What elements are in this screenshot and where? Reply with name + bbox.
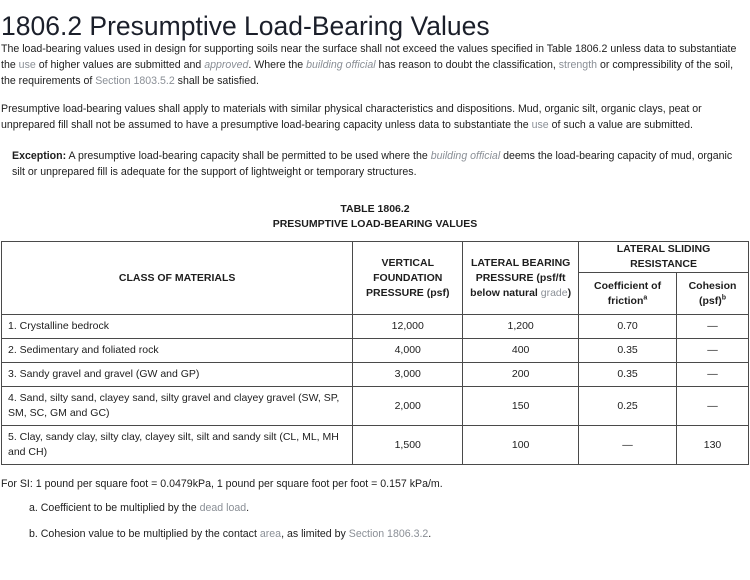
link-section-1806-3-2[interactable]: Section 1806.3.2 [348,528,429,540]
link-building-official[interactable]: building official [430,150,501,162]
cell-cohesion: — [677,387,749,426]
link-building-official[interactable]: building official [306,59,376,71]
header-vertical-pressure: VERTICAL FOUNDATION PRESSURE (psf) [353,242,463,315]
header-coefficient-friction: Coefficient of friction$^a$ [579,273,677,315]
cell-lateral: 100 [463,426,579,465]
cell-lateral: 200 [463,363,579,387]
table-row [2,339,749,363]
cell-friction: 0.70 [579,315,677,339]
link-use[interactable]: use [531,119,549,131]
paragraph-load-bearing-values: The load-bearing values used in design for supporting soils near the surface shall not exceed the values specified in Table 1806.2 unless data to substantiate the use of higher values are submitted and approved. Where the building official has reason to doubt the classification, strength or compressibility of the soil, the requirements of Section 1803.5.2 shall be satisfied. [1,43,737,87]
link-strength[interactable]: strength [558,59,598,71]
table-number: TABLE 1806.2 [340,203,410,215]
cell-vertical: 4,000 [353,339,463,363]
table-title: PRESUMPTIVE LOAD-BEARING VALUES [272,218,478,230]
cell-friction: — [579,426,677,465]
cell-vertical: 12,000 [353,315,463,339]
cell-cohesion: — [677,363,749,387]
cell-vertical: 1,500 [353,426,463,465]
cell-vertical: 3,000 [353,363,463,387]
link-dead-load[interactable]: dead load [199,502,247,514]
footnote-a: a. Coefficient to be multiplied by the dead load. [29,502,250,514]
cell-class: 2. Sedimentary and foliated rock [2,339,353,363]
link-approved[interactable]: approved [204,59,249,71]
link-use[interactable]: use [18,59,36,71]
header-lateral-sliding: LATERAL SLIDING RESISTANCE [579,242,749,273]
header-class-of-materials: CLASS OF MATERIALS [2,242,353,315]
cell-class: 3. Sandy gravel and gravel (GW and GP) [2,363,353,387]
header-cohesion: Cohesion (psf)$^b$ [677,273,749,315]
load-bearing-table [1,241,749,465]
table-row [2,315,749,339]
exception-label: Exception: [12,150,67,162]
table-row [2,363,749,387]
cell-cohesion: — [677,339,749,363]
cell-vertical: 2,000 [353,387,463,426]
cell-cohesion: 130 [677,426,749,465]
cell-lateral: 150 [463,387,579,426]
cell-friction: 0.35 [579,339,677,363]
link-section-1803-5-2[interactable]: Section 1803.5.2 [95,75,175,87]
cell-lateral: 1,200 [463,315,579,339]
cell-class: 1. Crystalline bedrock [2,315,353,339]
footnote-si: For SI: 1 pound per square foot = 0.0479kPa, 1 pound per square foot per foot = 0.157 kPa/m. [1,478,443,490]
exception-paragraph: Exception: A presumptive load-bearing capacity shall be permitted to be used where the building official deems the load-bearing capacity of mud, organic silt or unprepared fill is adequate for the support of lightweight or temporary structures. [12,150,733,178]
link-grade[interactable]: grade [540,286,568,299]
table-header-row [2,242,749,273]
table-row [2,426,749,465]
footnote-b: b. Cohesion value to be multiplied by the contact area, as limited by Section 1806.3.2. [29,528,432,540]
paragraph-presumptive-values: Presumptive load-bearing values shall apply to materials with similar physical characteristics and dispositions. Mud, organic silt, organic clays, peat or unprepared fill shall not be assumed to have a presumptive load-bearing capacity unless data to substantiate the use of such a value are submitted. [1,103,702,131]
cell-lateral: 400 [463,339,579,363]
table-row [2,387,749,426]
cell-friction: 0.25 [579,387,677,426]
header-lateral-bearing: LATERAL BEARING PRESSURE (psf/ft below natural grade) [463,242,579,315]
cell-class: 5. Clay, sandy clay, silty clay, clayey silt, silt and sandy silt (CL, ML, MH and CH) [2,426,353,465]
page-title: 1806.2 Presumptive Load-Bearing Values [1,11,490,41]
cell-friction: 0.35 [579,363,677,387]
link-area[interactable]: area [259,528,282,540]
cell-cohesion: — [677,315,749,339]
cell-class: 4. Sand, silty sand, clayey sand, silty gravel and clayey gravel (SW, SP, SM, SC, GM and GC) [2,387,353,426]
